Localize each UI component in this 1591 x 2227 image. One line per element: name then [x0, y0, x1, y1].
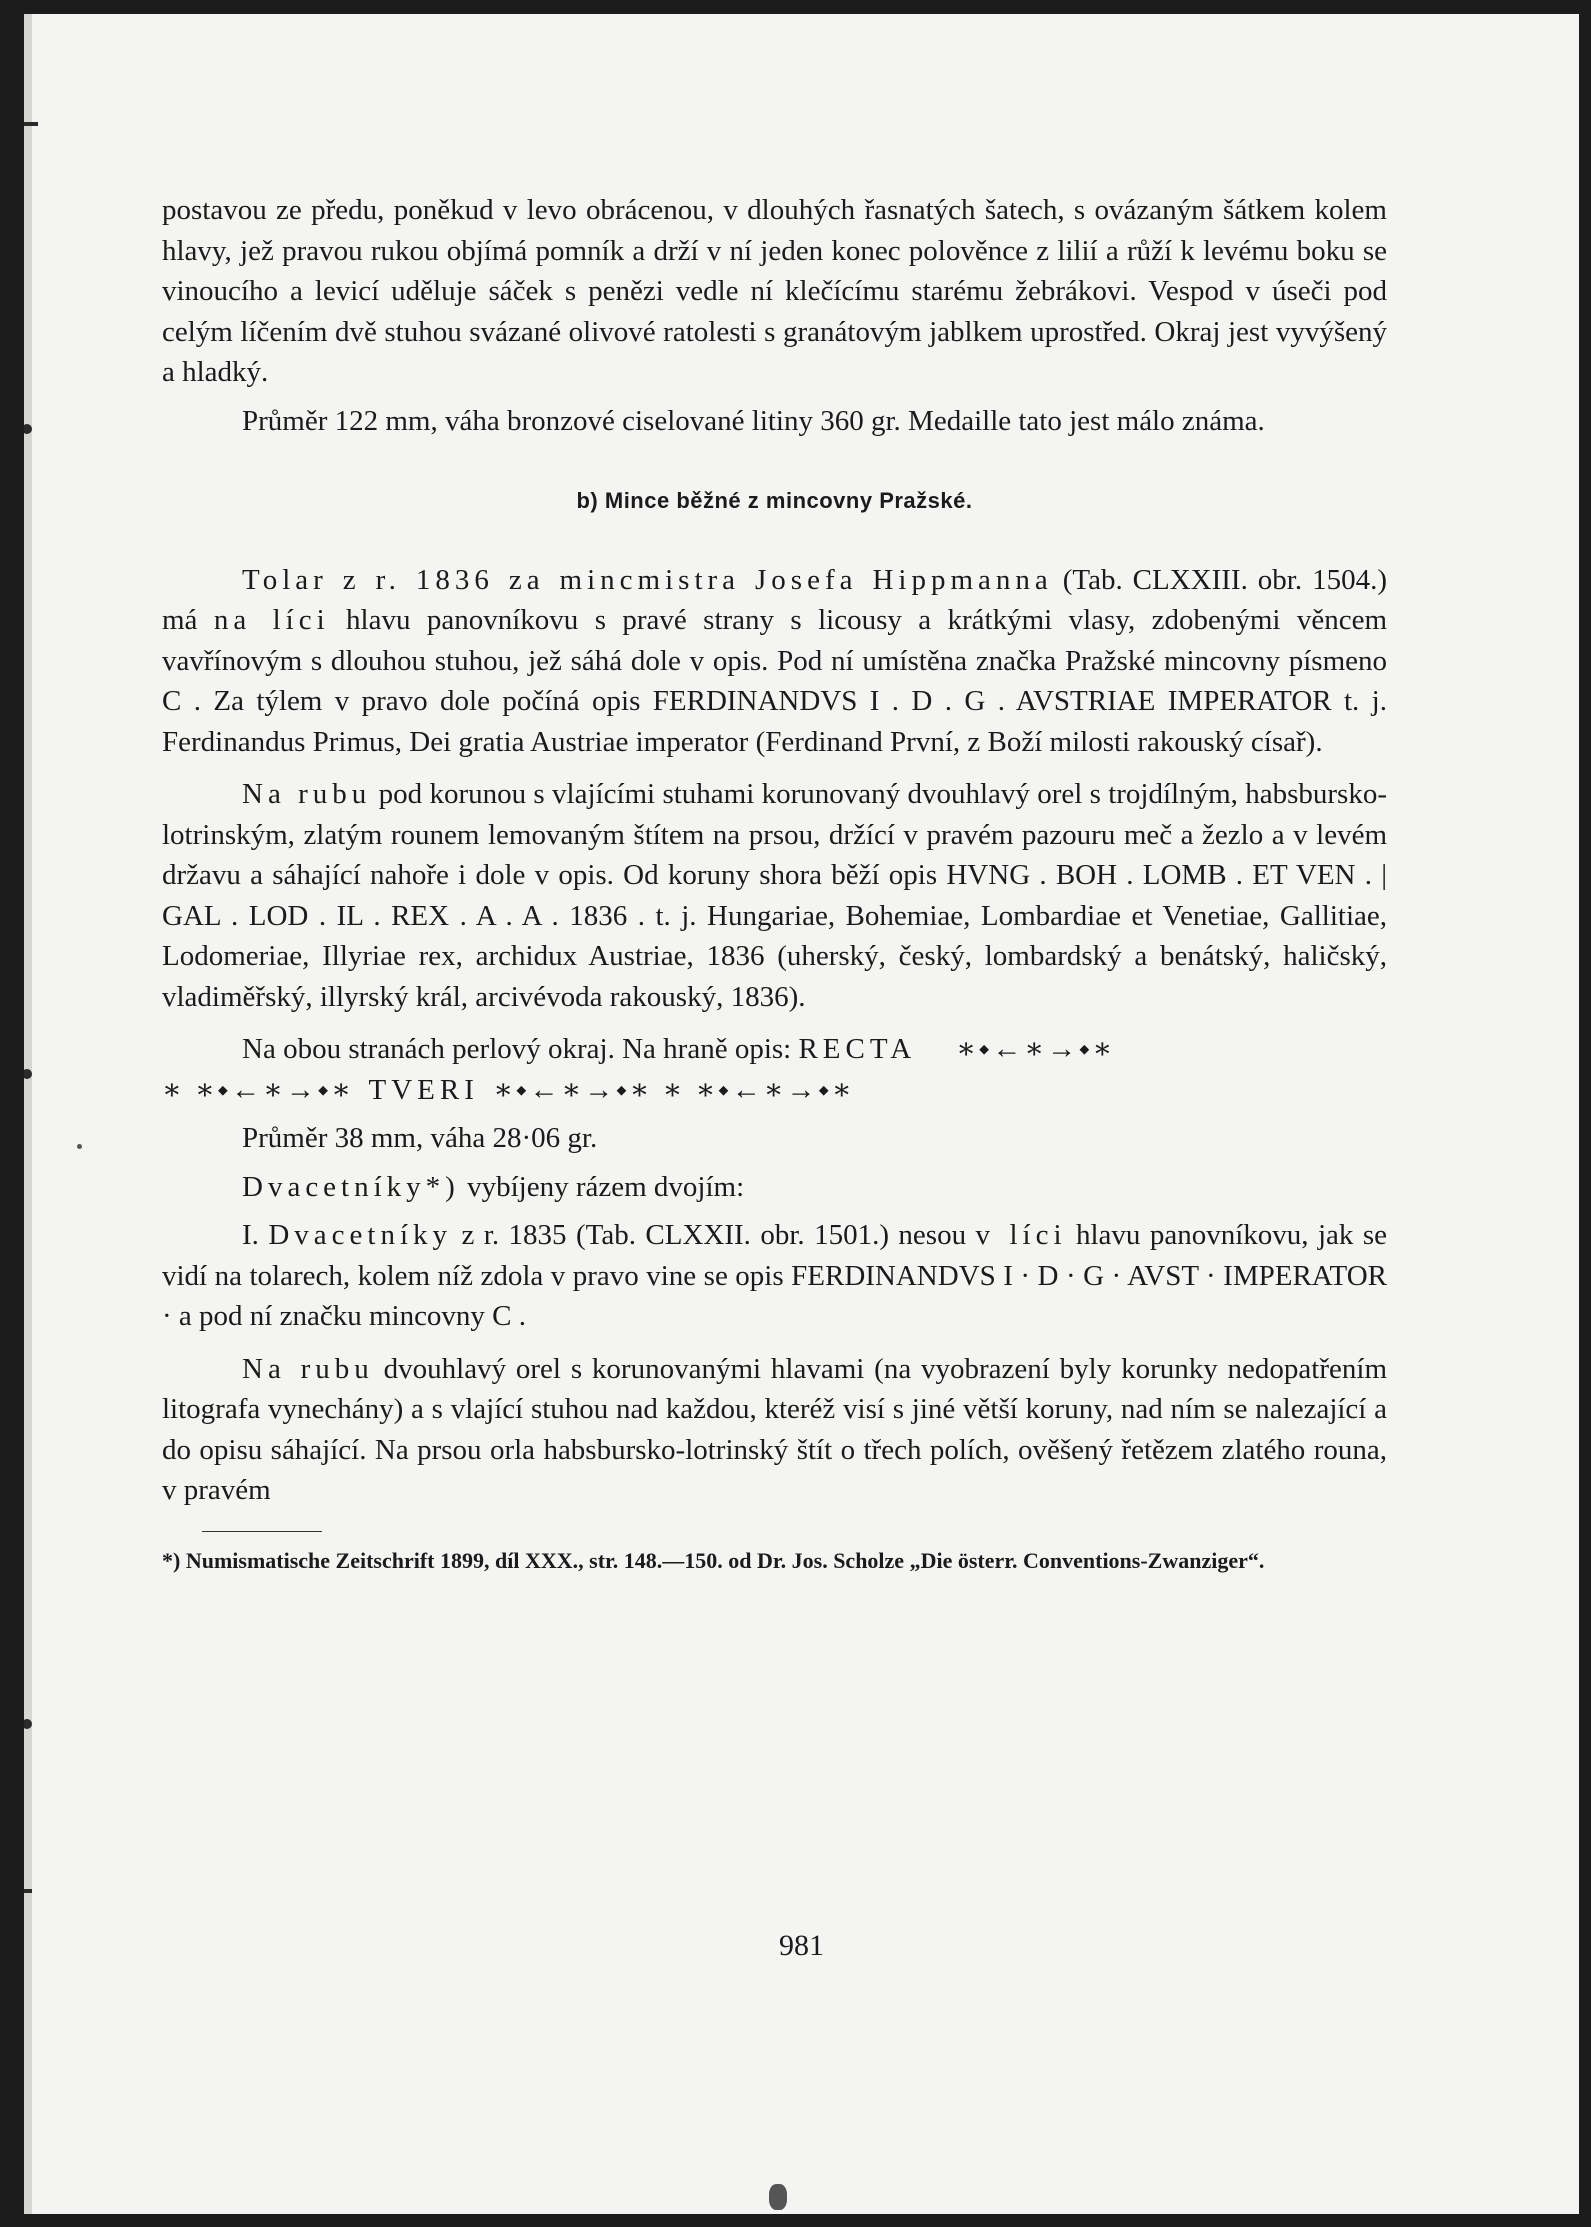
paragraph-continued — [162, 1070, 1387, 1111]
body-text — [162, 190, 1387, 1577]
paragraph — [162, 1167, 1387, 1208]
text-run: dvouhlavý orel s korunovanými hlavami (na vyobrazení byly korunky nedopatřením litografa vynechány) a s vlající stuhou nad každou, kteréž visí s jiné větší koruny, nad ním se nalezající a do opisu sáhající. Na prsou orla habsbursko-lotrinský štít o třech polích, ověšený řetězem zlatého rouna, v pravém — [162, 1352, 1387, 1506]
paragraph: postavou ze předu, poněkud v levo obrácenou, v dlouhých řasnatých šatech, s ovázaným šátkem kolem hlavy, jež pravou rukou objímá pomník a drží v ní jeden konec polověnce z lilií a růží k levému boku se vinoucího a levicí uděluje sáček s penězi vedle ní klečícímu starému žebrákovi. Vespod v úseči pod celým líčením dvě stuhou svázané olivové ratolesti s granátovým jablkem uprostřed. Okraj jest vyvýšený a hladký. — [162, 194, 1387, 388]
spaced-text: Dvacetníky — [268, 1219, 453, 1251]
spaced-text: Na rubu — [242, 1352, 374, 1385]
scanned-page — [24, 14, 1579, 2214]
ornament: ∗⬩←∗→⬩∗ — [956, 1033, 1116, 1065]
scan-speck — [769, 2184, 787, 2210]
binding-mark — [24, 1889, 32, 1893]
paragraph — [162, 774, 1387, 1017]
text-run: vybíjeny rázem dvojím: — [459, 1170, 745, 1203]
binding-edge — [24, 14, 32, 2214]
footnote: *) Numismatische Zeitschrift 1899, díl XXX., str. 148.—150. od Dr. Jos. Scholze „Die österr. Conventions-Zwanziger“. — [162, 1547, 1265, 1573]
edge-inscription: TVERI — [368, 1073, 479, 1106]
page-number: 981 — [779, 1929, 824, 1962]
spaced-text: Na rubu — [242, 778, 372, 810]
binding-mark — [24, 122, 38, 126]
paragraph — [162, 1029, 1387, 1070]
text-run: (Tab. CLXXIII. obr. 1504.) má — [162, 563, 1387, 636]
paragraph: Průměr 122 mm, váha bronzové ciselované litiny 360 gr. Medaille tato jest málo známa. — [242, 404, 1265, 437]
ornament: ∗ ∗⬩←∗→⬩∗ — [162, 1073, 354, 1106]
edge-inscription: RECTA — [798, 1033, 917, 1065]
paragraph — [162, 1349, 1387, 1511]
spaced-text: Tolar z r. 1836 za mincmistra Josefa Hippmanna — [242, 563, 1053, 596]
footnote-rule — [202, 1531, 322, 1532]
section-heading: b) Mince běžné z mincovny Pražské. — [576, 488, 973, 513]
text-run: z r. 1835 (Tab. CLXXII. obr. 1501.) nesou — [452, 1219, 976, 1251]
spaced-text: v líci — [975, 1219, 1067, 1251]
text-run: Na obou stranách perlový okraj. Na hraně opis: — [242, 1033, 799, 1065]
spaced-text: na líci — [213, 604, 330, 636]
text-run: pod korunou s vlajícími stuhami korunovaný dvouhlavý orel s trojdílným, habsbursko-lotrinským, zlatým rounem lemovaným štítem na prsou, držící v pravém pazouru meč a žezlo a v levém državu a sáhající nahoře i dole v opis. Od koruny shora běží opis HVNG . BOH . LOMB . ET VEN . | GAL . LOD . IL . REX . A . A . 1836 . t. j. Hungariae, Bohemiae, Lombardiae et Venetiae, Gallitiae, Lodomeriae, Illyriae rex, archidux Austriae, 1836 (uherský, český, lombardský a benátský, haličský, vladiměřský, illyrský král, arcivévoda rakouský, 1836). — [162, 778, 1387, 1013]
ornament: ∗⬩←∗→⬩∗ ∗ ∗⬩←∗→⬩∗ — [493, 1073, 855, 1106]
text-run: hlavu panovníkovu s pravé strany s licousy a krátkými vlasy, zdobenými věncem vavřínovým s dlouhou stuhou, jež sáhá dole v opis. Pod ní umístěna značka Pražské mincovny písmeno C . Za týlem v pravo dole počíná opis FERDINANDVS I . D . G . AVSTRIAE IMPERATOR t. j. Ferdinandus Primus, Dei gratia Austriae imperator (Ferdinand První, z Boží milosti rakouský císař). — [162, 604, 1388, 758]
spaced-text: Dvacetníky*) — [242, 1170, 460, 1203]
paragraph — [162, 1215, 1387, 1337]
text-run: I. — [242, 1219, 269, 1251]
paragraph: Průměr 38 mm, váha 28·06 gr. — [242, 1122, 598, 1154]
scan-speck — [77, 1144, 82, 1149]
paragraph — [162, 560, 1387, 763]
text-run: hlavu panovníkovu, jak se vidí na tolarech, kolem níž zdola v pravo vine se opis FERDINANDVS I · D · G · AVST · IMPERATOR · a pod ní značku mincovny C . — [162, 1219, 1388, 1332]
